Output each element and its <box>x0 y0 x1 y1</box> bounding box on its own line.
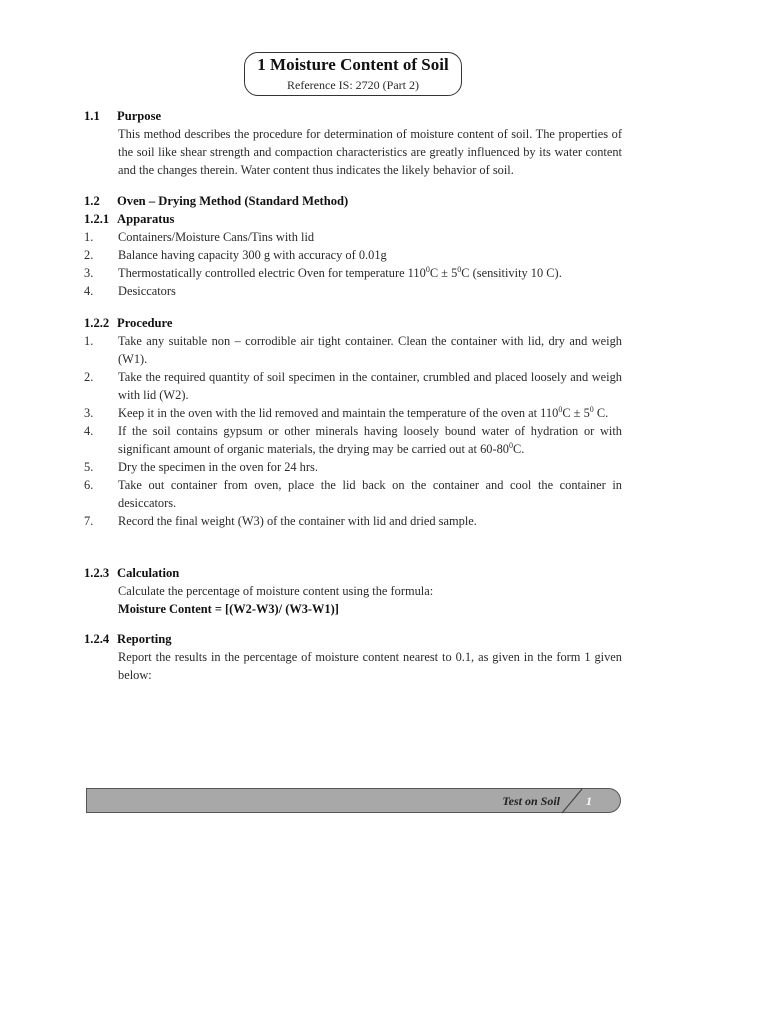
moisture-formula: Moisture Content = [(W2-W3)/ (W3-W1)] <box>118 602 339 616</box>
footer-bar <box>86 788 621 813</box>
list-item: 3. Keep it in the oven with the lid removed and maintain the temperature of the oven at $110^0C \pm 5^0$ C. <box>84 404 609 420</box>
list-item: 4. Desiccators <box>84 284 176 298</box>
section-oven-heading: 1.2 Oven – Drying Method (Standard Method) <box>84 194 349 208</box>
reference-text: Reference IS: 2720 (Part 2) <box>287 78 419 92</box>
list-item: 7. Record the final weight (W3) of the container with lid and dried sample. <box>84 514 477 528</box>
list-item: 6. Take out container from oven, place the lid back on the container and cool the container in desiccators. <box>84 478 622 510</box>
section-purpose-heading: 1.1 Purpose <box>84 109 162 123</box>
chapter-title-box <box>244 52 462 96</box>
reporting-paragraph: Report the results in the percentage of moisture content nearest to 0.1, as given in the form 1 given below: <box>118 650 622 682</box>
page-number: 1 <box>586 794 592 808</box>
list-item: 2. Balance having capacity 300 g with accuracy of 0.01g <box>84 248 387 262</box>
section-procedure-heading: 1.2.2 Procedure <box>84 316 173 330</box>
chapter-title: 1 Moisture Content of Soil <box>257 55 449 74</box>
divider-slash-icon <box>560 787 584 815</box>
procedure-list <box>84 332 622 530</box>
purpose-paragraph: This method describes the procedure for determination of moisture content of soil. The properties of the soil like shear strength and compaction characteristics are greatly influenced by its water content and the changes therein. Water content thus indicates the likely behavior of soil. <box>118 127 622 177</box>
list-item: 5. Dry the specimen in the oven for 24 hrs. <box>84 460 318 474</box>
section-apparatus-heading: 1.2.1 Apparatus <box>84 212 175 226</box>
list-item: 3. Thermostatically controlled electric Oven for temperature $110^0C \pm 5^0C$ (sensitivity 10 C). <box>84 264 562 280</box>
apparatus-list <box>84 228 622 300</box>
section-calculation-heading: 1.2.3 Calculation <box>84 566 180 580</box>
calculation-text: Calculate the percentage of moisture content using the formula: <box>118 584 434 598</box>
section-reporting-heading: 1.2.4 Reporting <box>84 632 172 646</box>
list-item: 1. Take any suitable non – corrodible air tight container. Clean the container with lid, dry and weigh (W1). <box>84 334 622 366</box>
list-item: 4. If the soil contains gypsum or other minerals having loosely bound water of hydration or with significant amount of organic materials, the drying may be carried out at $60-80^0C$. <box>84 424 622 456</box>
footer-label: Test on Soil <box>502 794 560 808</box>
list-item: 2. Take the required quantity of soil specimen in the container, crumbled and placed loosely and weigh with lid (W2). <box>84 370 622 402</box>
list-item: 1. Containers/Moisture Cans/Tins with lid <box>84 230 315 244</box>
